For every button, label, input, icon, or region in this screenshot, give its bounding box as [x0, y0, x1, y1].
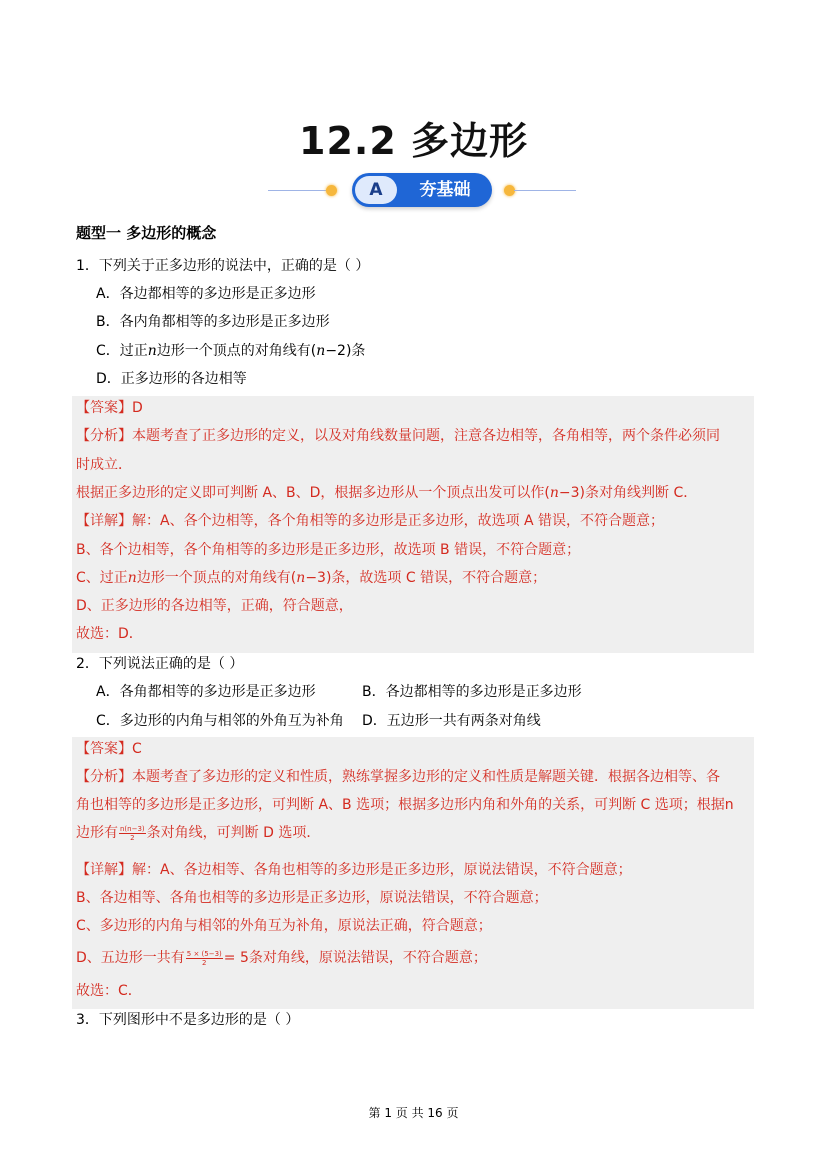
- analysis-2-line-2: 角也相等的多边形是正多边形，可判断 A、B 选项；根据多边形内角和外角的关系，可判断 C 选项；根据n: [76, 797, 734, 813]
- question-2-stem: 2．下列说法正确的是（ ）: [76, 656, 244, 672]
- question-1-option-d: D．正多边形的各边相等: [96, 371, 247, 387]
- detail-2-line-1: 【详解】解：A、各边相等、各角也相等的多边形是正多边形，原说法错误，不符合题意；: [76, 862, 632, 878]
- decorative-dot-left: [326, 185, 337, 196]
- section-badge: [0, 170, 827, 210]
- question-1-option-c: C．过正n边形一个顶点的对角线有(n−2)条: [96, 343, 366, 359]
- page-footer: 第 1 页 共 16 页: [368, 1106, 459, 1120]
- detail-2-line-3: C、多边形的内角与相邻的外角互为补角，原说法正确，符合题意；: [76, 918, 492, 934]
- badge-label: 夯基础: [419, 180, 471, 200]
- badge-letter: A: [355, 176, 397, 204]
- question-1-option-b: B．各内角都相等的多边形是正多边形: [96, 314, 330, 330]
- answer-2: 【答案】C: [76, 741, 142, 757]
- section-heading: 题型一 多边形的概念: [76, 224, 217, 242]
- analysis-2-line-1: 【分析】本题考查了多边形的定义和性质，熟练掌握多边形的定义和性质是解题关键．根据各边相等、各: [76, 769, 720, 785]
- analysis-1-line-1: 【分析】本题考查了正多边形的定义，以及对角线数量问题，注意各边相等，各角相等，两个条件必须同: [76, 428, 720, 444]
- fraction: $\frac{5 \times (5-3)}{2}$: [186, 949, 222, 967]
- choice-2: 故选：C．: [76, 983, 142, 999]
- page-title: 12.2 多边形: [299, 119, 528, 163]
- analysis-1-line-2: 时成立．: [76, 457, 132, 473]
- detail-1-line-1: 【详解】解：A、各个边相等，各个角相等的多边形是正多边形，故选项 A 错误，不符合题意；: [76, 513, 665, 529]
- question-1-stem: 1．下列关于正多边形的说法中，正确的是（ ）: [76, 258, 370, 274]
- question-2-option-d: D．五边形一共有两条对角线: [362, 713, 541, 729]
- question-3-stem: 3．下列图形中不是多边形的是（ ）: [76, 1012, 300, 1028]
- decorative-line-right: [514, 190, 576, 191]
- analysis-2-line-3: 边形有 $\frac{n(n-3)}{2}$ 条对角线，可判断 D 选项．: [76, 824, 321, 842]
- answer-box-2: [72, 737, 754, 1009]
- decorative-line-left: [268, 190, 330, 191]
- choice-1: 故选：D．: [76, 626, 143, 642]
- detail-2-line-4: D、五边形一共有 $\frac{5 \times (5-3)}{2}$ = 5条对角线，原说法错误，不符合题意；: [76, 949, 487, 967]
- detail-1-line-2: B、各个边相等，各个角相等的多边形是正多边形，故选项 B 错误，不符合题意；: [76, 542, 581, 558]
- analysis-1-line-3: 根据正多边形的定义即可判断 A、B、D，根据多边形从一个顶点出发可以作(n−3)条对角线判断 C．: [76, 485, 698, 501]
- detail-1-line-3: C、过正n边形一个顶点的对角线有(n−3)条，故选项 C 错误，不符合题意；: [76, 570, 547, 586]
- detail-2-line-2: B、各边相等、各角也相等的多边形是正多边形，原说法错误，不符合题意；: [76, 890, 548, 906]
- answer-1: 【答案】D: [76, 400, 143, 416]
- level-badge: [352, 173, 492, 207]
- question-2-option-c: C．多边形的内角与相邻的外角互为补角: [96, 713, 344, 729]
- fraction: $\frac{n(n-3)}{2}$: [120, 824, 145, 842]
- question-2-option-a: A．各角都相等的多边形是正多边形: [96, 684, 316, 700]
- answer-box-1: [72, 396, 754, 653]
- detail-1-line-4: D、正多边形的各边相等，正确，符合题意，: [76, 598, 353, 614]
- question-2-option-b: B．各边都相等的多边形是正多边形: [362, 684, 582, 700]
- question-1-option-a: A．各边都相等的多边形是正多边形: [96, 286, 316, 302]
